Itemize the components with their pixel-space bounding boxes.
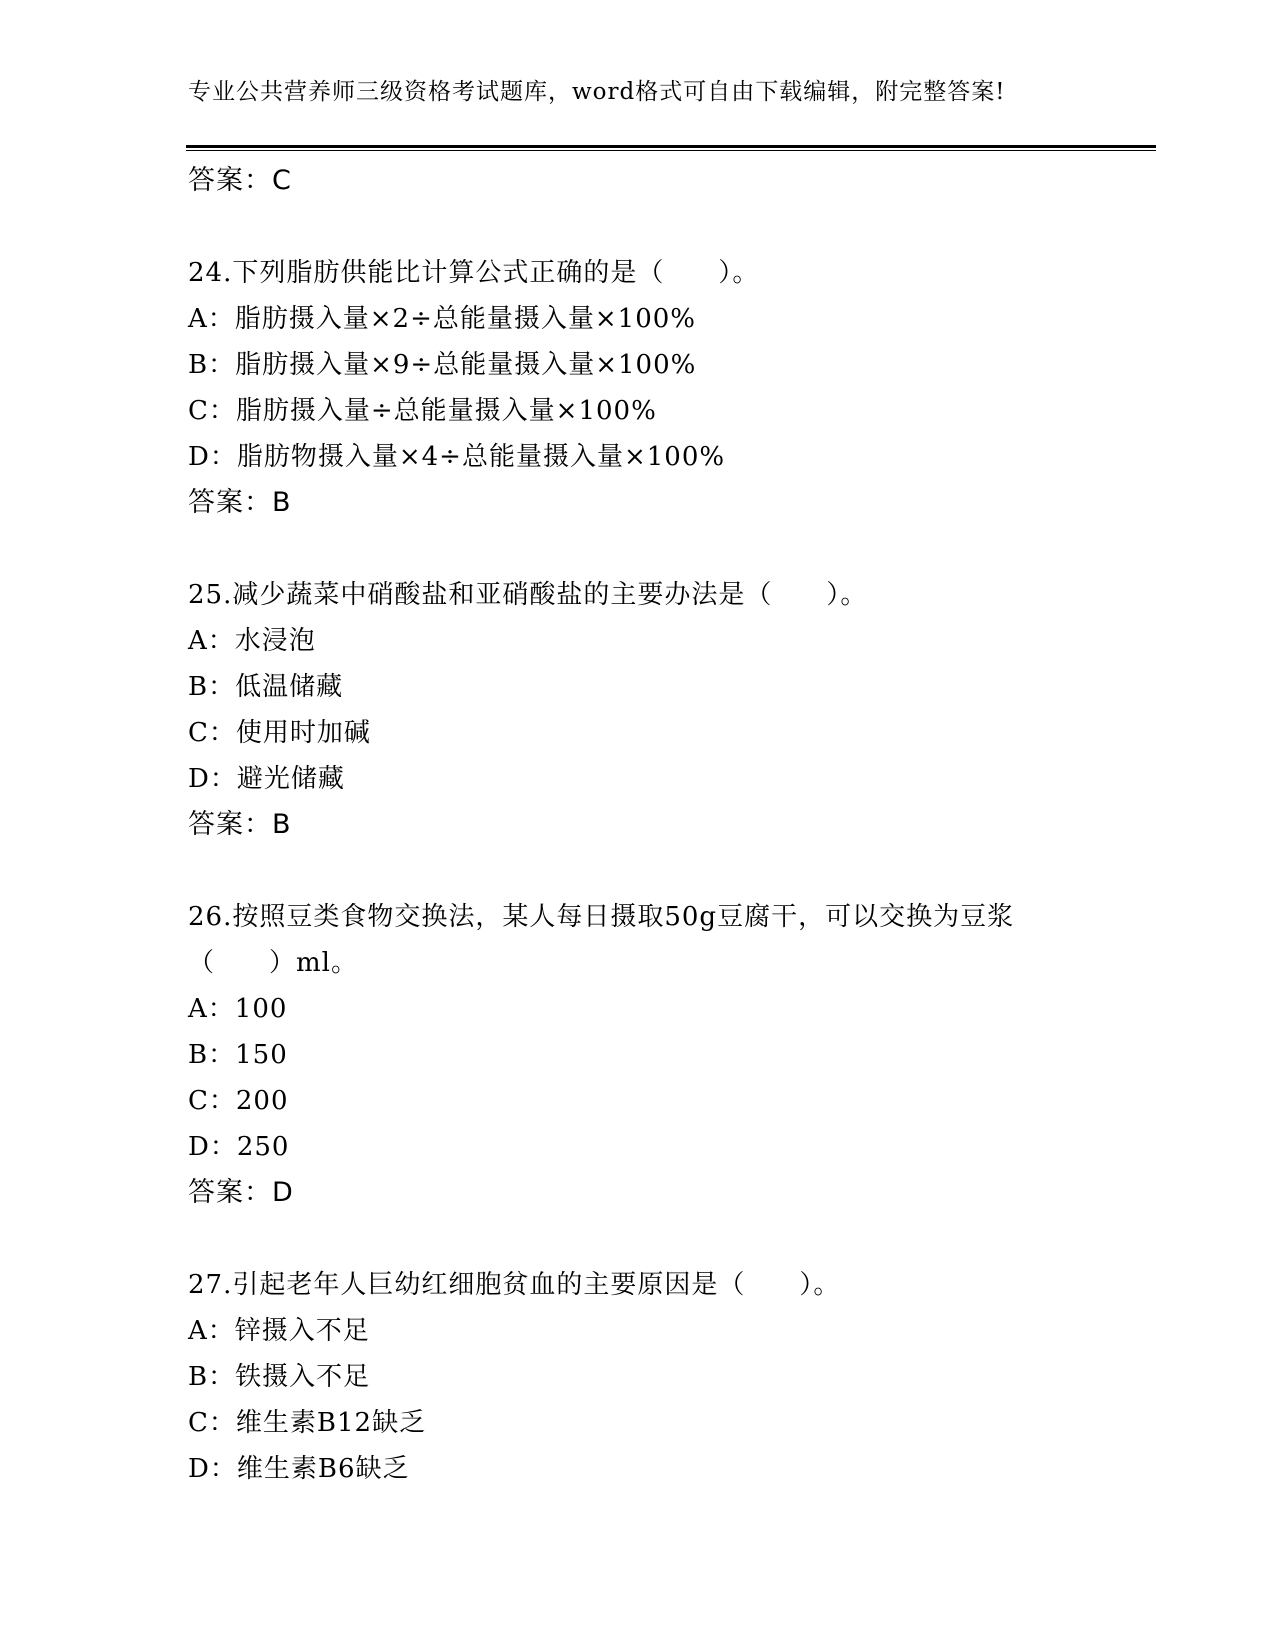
option-b: B：铁摄入不足 <box>188 1362 371 1392</box>
option-a: A：水浸泡 <box>188 626 316 656</box>
option-c: C：维生素B12缺乏 <box>188 1408 427 1438</box>
question-list <box>188 158 1148 1492</box>
option-b: B：低温储藏 <box>188 672 344 702</box>
page-header: 专业公共营养师三级资格考试题库，word格式可自由下载编辑，附完整答案! <box>188 79 1006 105</box>
spacer <box>188 526 1148 572</box>
previous-answer: 答案：C <box>188 165 292 196</box>
option-b: B：150 <box>188 1040 288 1070</box>
question-stem: 25.减少蔬菜中硝酸盐和亚硝酸盐的主要办法是（ ）。 <box>188 580 868 610</box>
option-d: D：维生素B6缺乏 <box>188 1454 410 1484</box>
question-27 <box>188 1262 1148 1492</box>
option-c: C：200 <box>188 1086 289 1116</box>
answer: 答案：B <box>188 809 292 840</box>
answer: 答案：B <box>188 487 292 518</box>
spacer <box>188 1216 1148 1262</box>
option-d: D：250 <box>188 1132 290 1162</box>
option-a: A：100 <box>188 994 288 1024</box>
question-24 <box>188 250 1148 526</box>
option-d: D：脂肪物摄入量×4÷总能量摄入量×100% <box>188 442 726 472</box>
option-c: C：使用时加碱 <box>188 718 371 748</box>
option-a: A：锌摄入不足 <box>188 1316 370 1346</box>
option-a: A：脂肪摄入量×2÷总能量摄入量×100% <box>188 304 697 334</box>
question-stem: 27.引起老年人巨幼红细胞贫血的主要原因是（ ）。 <box>188 1270 841 1300</box>
spacer <box>188 204 1148 250</box>
question-26 <box>188 894 1148 1216</box>
question-stem: 24.下列脂肪供能比计算公式正确的是（ ）。 <box>188 258 760 288</box>
answer: 答案：D <box>188 1177 294 1208</box>
option-c: C：脂肪摄入量÷总能量摄入量×100% <box>188 396 657 426</box>
header-rule-thin <box>186 150 1156 151</box>
question-stem-continued: （ ）ml。 <box>188 948 358 978</box>
question-stem: 26.按照豆类食物交换法，某人每日摄取50g豆腐干，可以交换为豆浆 <box>188 902 1015 932</box>
option-d: D：避光储藏 <box>188 764 345 794</box>
spacer <box>188 848 1148 894</box>
header-rule-thick <box>186 145 1156 148</box>
question-25 <box>188 572 1148 848</box>
option-b: B：脂肪摄入量×9÷总能量摄入量×100% <box>188 350 697 380</box>
